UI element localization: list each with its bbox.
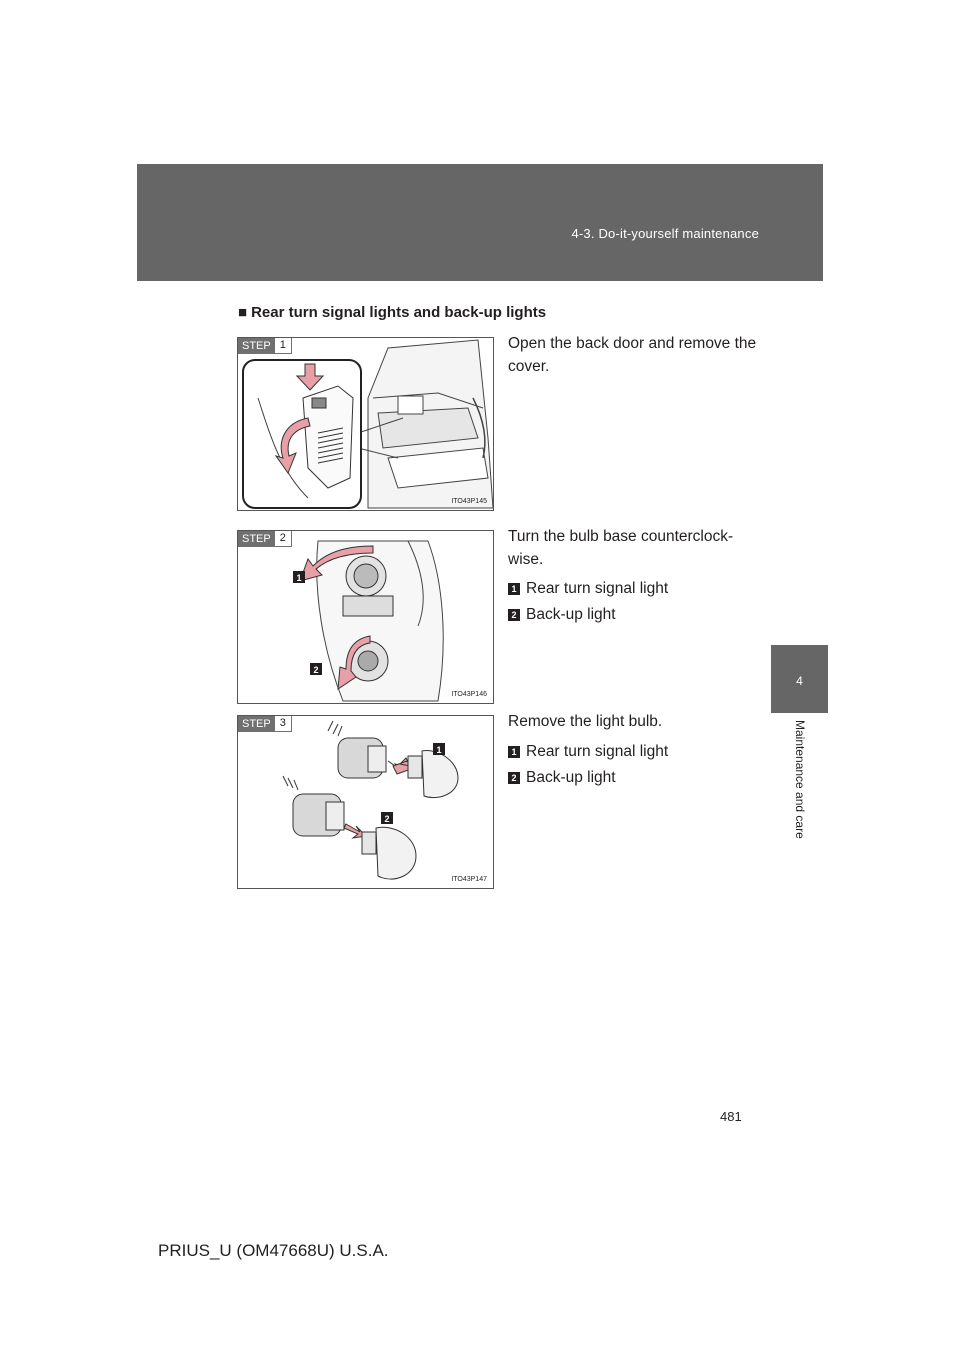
figure-code: ITO43P147: [451, 876, 487, 883]
section-heading: 4-3. Do-it-yourself maintenance: [571, 226, 759, 241]
rear-door-cover-illustration: [238, 338, 494, 511]
footer-model: PRIUS_U (OM47668U) U.S.A.: [158, 1241, 389, 1260]
svg-text:2: 2: [384, 814, 390, 824]
step-1-text: Open the back door and remove the cover.: [508, 335, 757, 375]
svg-text:1: 1: [296, 573, 302, 583]
svg-text:1: 1: [436, 745, 442, 755]
section-marker: ■: [238, 304, 248, 321]
section-title: [238, 304, 546, 321]
step-number: 3: [275, 716, 292, 732]
chapter-label: [790, 720, 810, 870]
step-word: STEP: [238, 716, 275, 732]
chapter-tab: [771, 645, 828, 713]
legend-label: Rear turn signal light: [526, 580, 669, 597]
header-band: [137, 164, 823, 281]
figure-step-3: [237, 715, 494, 889]
legend-item: [508, 769, 616, 787]
light-bulb-removal-illustration: [238, 716, 494, 889]
legend-item: [508, 606, 616, 624]
step-1-label: [238, 338, 292, 354]
legend-label: Back-up light: [526, 769, 616, 786]
page-number: 481: [720, 1109, 742, 1124]
legend-item: [508, 743, 668, 761]
figure-step-2: [237, 530, 494, 704]
figure-step-1: [237, 337, 494, 511]
step-number: 1: [275, 338, 292, 354]
legend-label: Rear turn signal light: [526, 743, 669, 760]
legend-badge: 1: [508, 746, 520, 758]
bulb-base-illustration: [238, 531, 494, 704]
figure-code: ITO43P146: [451, 691, 487, 698]
step-word: STEP: [238, 531, 275, 547]
step-number: 2: [275, 531, 292, 547]
step-2-label: [238, 531, 292, 547]
figure-code: ITO43P145: [451, 498, 487, 505]
legend-badge: 1: [508, 583, 520, 595]
chapter-label-text: Maintenance and care: [793, 720, 807, 839]
legend-badge: 2: [508, 609, 520, 621]
step-2-text: Turn the bulb base counterclock-wise.: [508, 528, 734, 568]
legend-label: Back-up light: [526, 606, 616, 623]
section-title-text: Rear turn signal lights and back-up lights: [251, 304, 547, 321]
step-3-label: [238, 716, 292, 732]
svg-text:2: 2: [313, 665, 319, 675]
legend-item: [508, 580, 668, 598]
chapter-number: 4: [796, 674, 803, 688]
step-3-text: Remove the light bulb.: [508, 713, 663, 730]
step-word: STEP: [238, 338, 275, 354]
legend-badge: 2: [508, 772, 520, 784]
